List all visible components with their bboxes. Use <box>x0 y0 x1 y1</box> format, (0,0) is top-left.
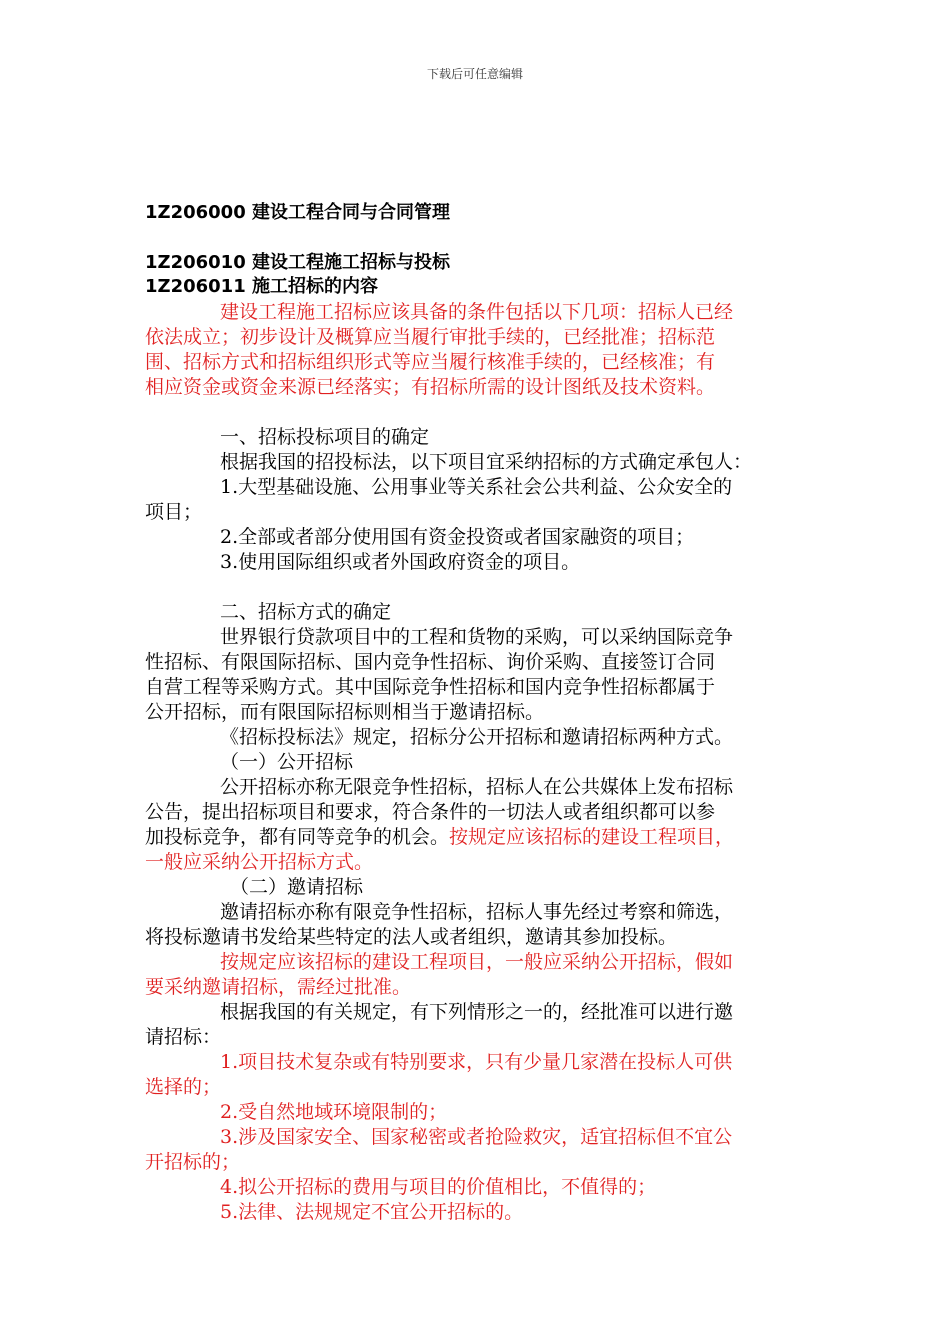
page-header: 下载后可任意编辑 <box>426 67 523 81</box>
list-item: 3.使用国际组织或者外国政府资金的项目。 <box>220 551 581 573</box>
paragraph-line: 世界银行贷款项目中的工程和货物的采购，可以采纳国际竞争 <box>220 626 734 648</box>
subsection-title: 1Z206011 施工招标的内容 <box>145 276 378 297</box>
paragraph-line: 性招标、有限国际招标、国内竞争性招标、询价采购、直接签订合同 <box>145 651 716 673</box>
subheading-open-tender: （一）公开招标 <box>220 751 354 773</box>
intro-line: 依法成立；初步设计及概算应当履行审批手续的，已经批准；招标范 <box>145 326 716 348</box>
paragraph-line: 公开招标，而有限国际招标则相当于邀请招标。 <box>145 701 545 723</box>
paragraph-line: 根据我国的有关规定，有下列情形之一的，经批准可以进行邀 <box>220 1001 734 1023</box>
highlighted-line: 一般应采纳公开招标方式。 <box>145 851 374 873</box>
paragraph-line: 将投标邀请书发给某些特定的法人或者组织，邀请其参加投标。 <box>145 926 678 948</box>
section-title: 1Z206010 建设工程施工招标与投标 <box>145 252 450 273</box>
paragraph-text: 加投标竞争，都有同等竞争的机会。 <box>145 826 450 848</box>
paragraph-line <box>145 824 734 850</box>
condition-item: 3.涉及国家安全、国家秘密或者抢险救灾，适宜招标但不宜公 <box>220 1126 733 1148</box>
highlighted-text: 按规定应该招标的建设工程项目， <box>449 826 735 848</box>
intro-line: 相应资金或资金来源已经落实；有招标所需的设计图纸及技术资料。 <box>145 376 716 398</box>
list-item: 2.全部或者部分使用国有资金投资或者国家融资的项目； <box>220 526 695 548</box>
paragraph-line: 根据我国的招投标法，以下项目宜采纳招标的方式确定承包人： <box>220 451 753 473</box>
list-item: 1.大型基础设施、公用事业等关系社会公共利益、公众安全的 <box>220 476 733 498</box>
condition-item: 1.项目技术复杂或有特别要求，只有少量几家潜在投标人可供 <box>220 1051 733 1073</box>
condition-item: 5.法律、法规规定不宜公开招标的。 <box>220 1201 524 1223</box>
chapter-title: 1Z206000 建设工程合同与合同管理 <box>145 202 450 223</box>
paragraph-line: 《招标投标法》规定，招标分公开招标和邀请招标两种方式。 <box>220 726 734 748</box>
paragraph-line: 请招标： <box>145 1026 222 1048</box>
paragraph-line: 公告，提出招标项目和要求，符合条件的一切法人或者组织都可以参 <box>145 801 716 823</box>
section-2-heading: 二、招标方式的确定 <box>220 601 392 623</box>
highlighted-line: 按规定应该招标的建设工程项目，一般应采纳公开招标，假如 <box>220 951 734 973</box>
subheading-invited-tender: （二）邀请招标 <box>230 876 364 898</box>
paragraph-line: 邀请招标亦称有限竞争性招标，招标人事先经过考察和筛选， <box>220 901 734 923</box>
condition-item: 开招标的； <box>145 1151 241 1173</box>
condition-item: 选择的； <box>145 1076 222 1098</box>
highlighted-line: 要采纳邀请招标，需经过批准。 <box>145 976 412 998</box>
paragraph-line: 自营工程等采购方式。其中国际竞争性招标和国内竞争性招标都属于 <box>145 676 716 698</box>
paragraph-line: 公开招标亦称无限竞争性招标，招标人在公共媒体上发布招标 <box>220 776 734 798</box>
section-1-heading: 一、招标投标项目的确定 <box>220 426 430 448</box>
condition-item: 2.受自然地域环境限制的； <box>220 1101 448 1123</box>
intro-line: 围、招标方式和招标组织形式等应当履行核准手续的，已经核准；有 <box>145 351 716 373</box>
intro-line: 建设工程施工招标应该具备的条件包括以下几项：招标人已经 <box>220 301 734 323</box>
condition-item: 4.拟公开招标的费用与项目的价值相比，不值得的； <box>220 1176 657 1198</box>
list-item: 项目； <box>145 501 203 523</box>
